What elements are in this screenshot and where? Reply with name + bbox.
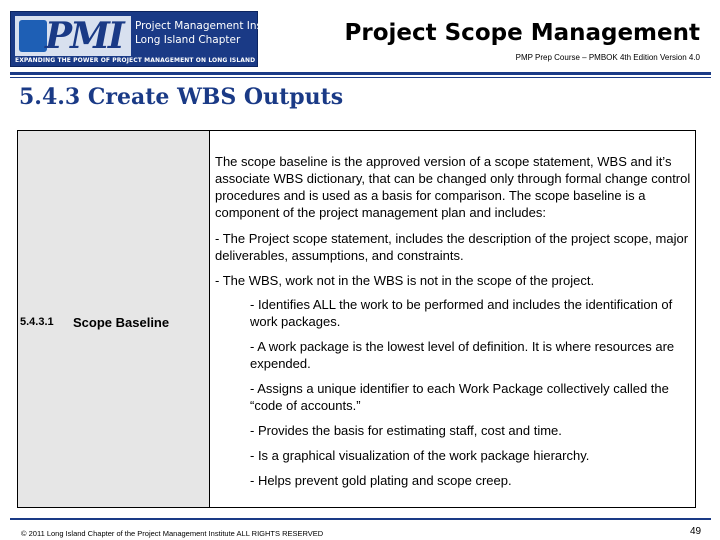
header-divider-thin (10, 77, 711, 78)
slide-title: Project Scope Management (344, 20, 700, 46)
sub-list-item: - Provides the basis for estimating staff, cost and time. (250, 423, 562, 438)
sub-list-item: - Helps prevent gold plating and scope creep. (250, 473, 512, 488)
list-item: - The WBS, work not in the WBS is not in the scope of the project. (215, 273, 595, 288)
slide-subtitle: PMP Prep Course – PMBOK 4th Edition Version 4.0 (515, 53, 700, 62)
logo-chapter-name: Long Island Chapter (135, 34, 241, 46)
row-label: Scope Baseline (73, 315, 170, 330)
section-heading: 5.4.3 Create WBS Outputs (19, 84, 344, 110)
header-divider (10, 72, 711, 75)
footer-divider (10, 518, 711, 520)
page-number: 49 (690, 526, 702, 537)
copyright: © 2011 Long Island Chapter of the Project Management Institute ALL RIGHTS RESERVED (21, 529, 324, 538)
logo-org-name: Project Management Institute (135, 20, 291, 32)
pmi-logo-mark (15, 16, 131, 56)
sub-list-item: - Assigns a unique identifier to each Work Package collectively called the “code of accounts.” (250, 381, 669, 413)
sub-list-item: - A work package is the lowest level of definition. It is where resources are expended. (250, 339, 675, 371)
logo-tagline: EXPANDING THE POWER OF PROJECT MANAGEMENT ON LONG ISLAND (15, 57, 256, 64)
list-item: - The Project scope statement, includes the description of the project scope, major deliverables, assumptions, and constraints. (215, 231, 689, 263)
sub-list-item: - Is a graphical visualization of the work package hierarchy. (250, 448, 590, 463)
table-label-cell (18, 131, 210, 507)
logo-letters: PMI (45, 15, 123, 57)
row-number: 5.4.3.1 (20, 316, 54, 328)
sub-list-item: - Identifies ALL the work to be performed and includes the identification of work packages. (250, 297, 673, 329)
intro-paragraph: The scope baseline is the approved version of a scope statement, WBS and it’s associate WBS dictionary, that can be changed only through formal change control procedures and is used as a basis for comparison. The scope baseline is a component of the project management plan and includes: (215, 154, 691, 220)
globe-icon (19, 20, 47, 52)
content-table (17, 130, 696, 508)
pmi-logo (10, 11, 291, 67)
